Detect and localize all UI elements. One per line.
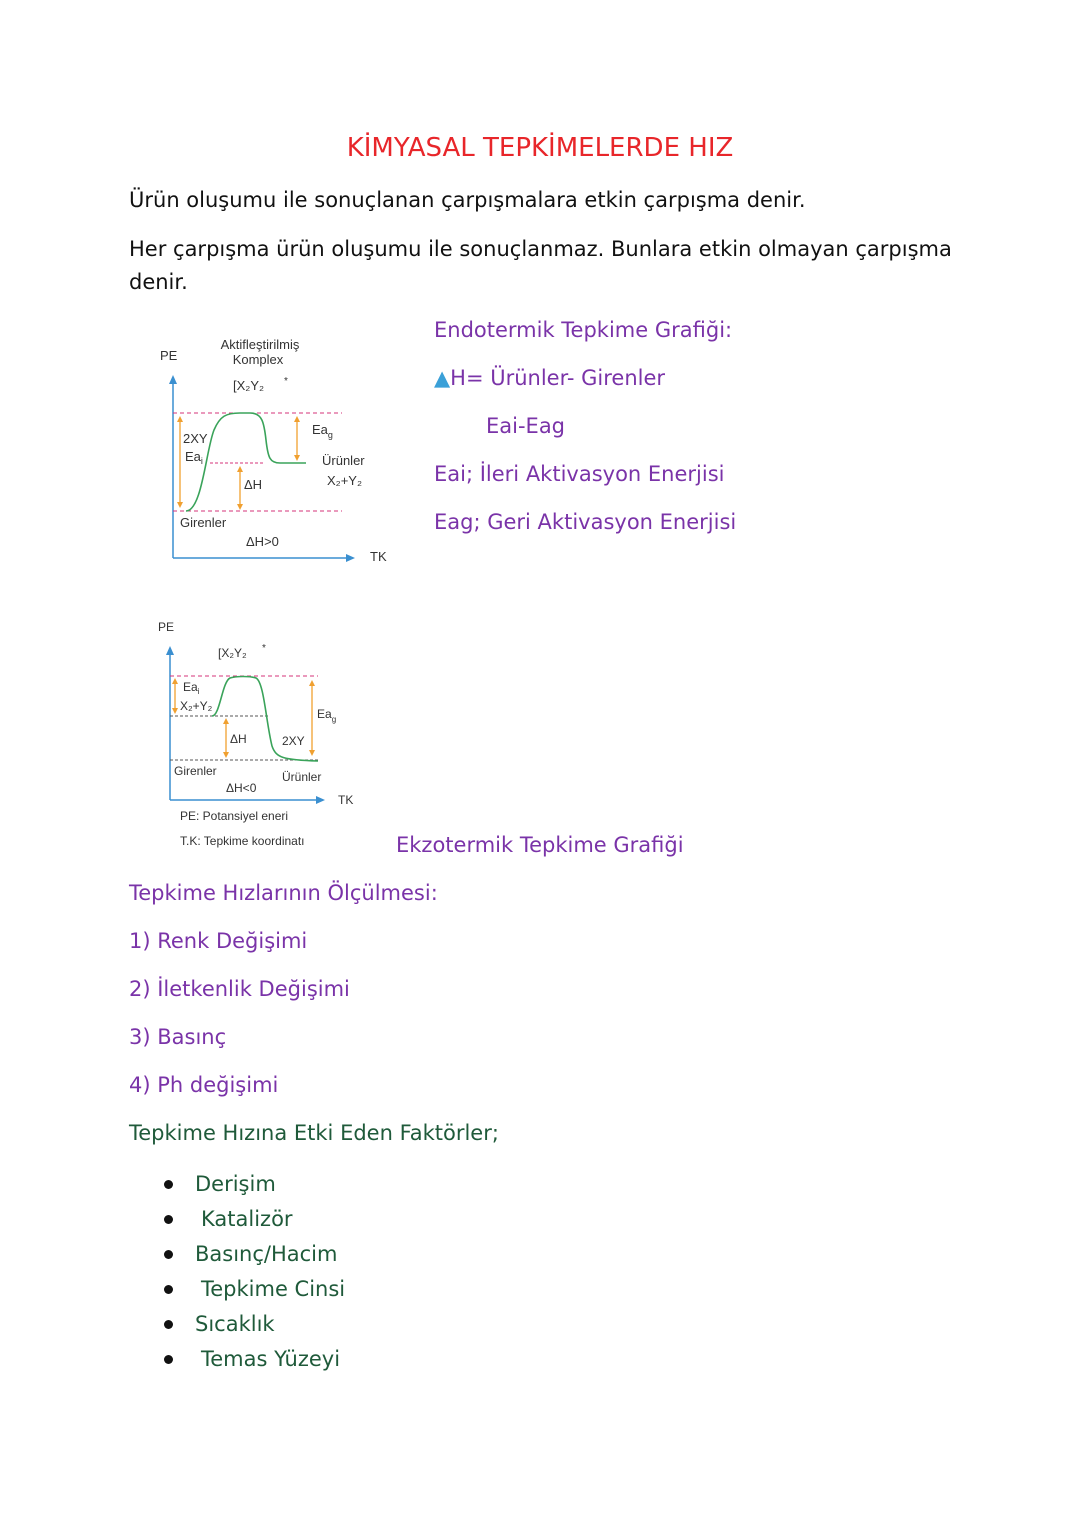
exothermic-caption: Ekzotermik Tepkime Grafiği xyxy=(396,833,684,857)
endothermic-heading: Endotermik Tepkime Grafiği: xyxy=(434,318,733,342)
delta-h-definition xyxy=(434,366,665,390)
arrow-up-icon xyxy=(223,718,229,724)
complex-label-2: Komplex xyxy=(232,352,284,367)
complex-star: * xyxy=(284,376,288,387)
ea-g-label: $Ea_g$ xyxy=(317,707,337,724)
reactant-formula: 2XY xyxy=(183,431,208,446)
page-title: KİMYASAL TEPKİMELERDE HIZ xyxy=(346,133,734,163)
complex-formula: [X₂Y₂ xyxy=(218,646,247,660)
arrow-up-icon xyxy=(177,416,183,422)
arrow-down-icon xyxy=(237,504,243,510)
arrow-down-icon xyxy=(172,708,178,714)
y-axis-label: PE xyxy=(158,620,175,634)
delta-h-label: ΔH xyxy=(244,477,263,492)
ea-g-label: $Ea_g$ xyxy=(312,422,333,440)
girenler-label: Girenler xyxy=(174,764,217,778)
reactant-formula: X₂+Y₂ xyxy=(180,699,213,713)
bullet-icon xyxy=(164,1320,173,1329)
measurement-item: 4) Ph değişimi xyxy=(129,1073,279,1097)
measurement-item: 3) Basınç xyxy=(129,1025,227,1049)
legend-tk: T.K: Tepkime koordinatı xyxy=(180,834,305,848)
x-axis-arrow-icon xyxy=(316,796,325,804)
ea-i-label: $Ea_i$ xyxy=(185,449,203,466)
x-axis-arrow-icon xyxy=(346,554,355,562)
product-formula: 2XY xyxy=(282,734,305,748)
delta-h-sign: ΔH>0 xyxy=(246,534,279,549)
delta-h-label: ΔH xyxy=(230,732,247,746)
arrow-down-icon xyxy=(177,502,183,508)
arrow-up-icon xyxy=(172,678,178,684)
factors-heading: Tepkime Hızına Etki Eden Faktörler; xyxy=(129,1121,499,1145)
endothermic-diagram xyxy=(140,330,410,570)
bullet-icon xyxy=(164,1180,173,1189)
ea-i-label: $Ea_i$ xyxy=(183,680,200,696)
arrow-up-icon xyxy=(237,466,243,472)
eag-definition: Eag; Geri Aktivasyon Enerjisi xyxy=(434,510,737,534)
reaction-curve xyxy=(212,677,318,762)
urunler-label: Ürünler xyxy=(322,453,365,468)
y-axis-label: PE xyxy=(160,348,178,363)
urunler-label: Ürünler xyxy=(282,770,322,784)
y-axis-arrow-icon xyxy=(166,646,174,655)
bullet-icon xyxy=(164,1355,173,1364)
girenler-label: Girenler xyxy=(180,515,227,530)
product-formula: X₂+Y₂ xyxy=(327,473,363,488)
complex-formula: [X₂Y₂ xyxy=(233,378,265,393)
measurement-item: 1) Renk Değişimi xyxy=(129,929,308,953)
x-axis-label: TK xyxy=(338,793,354,807)
formula-eai-eag: Eai-Eag xyxy=(486,414,566,438)
bullet-icon xyxy=(164,1285,173,1294)
measurement-heading: Tepkime Hızlarının Ölçülmesi: xyxy=(129,881,438,905)
measurement-item: 2) İletkenlik Değişimi xyxy=(129,977,350,1001)
arrow-up-icon xyxy=(309,680,315,686)
arrow-down-icon xyxy=(309,750,315,756)
y-axis-arrow-icon xyxy=(169,375,177,384)
intro-line-1: Ürün oluşumu ile sonuçlanan çarpışmalara etkin çarpışma denir. xyxy=(129,188,806,212)
delta-h-text: H= Ürünler- Girenler xyxy=(450,366,666,390)
arrow-down-icon xyxy=(223,752,229,758)
arrow-up-icon xyxy=(294,416,300,422)
eai-definition: Eai; İleri Aktivasyon Enerjisi xyxy=(434,462,725,486)
complex-star: * xyxy=(262,643,266,654)
x-axis-label: TK xyxy=(370,549,387,564)
bullet-icon xyxy=(164,1215,173,1224)
legend-pe: PE: Potansiyel eneri xyxy=(180,809,289,823)
exothermic-diagram xyxy=(150,612,380,852)
intro-line-2-cont: denir. xyxy=(129,270,188,294)
reaction-curve xyxy=(186,413,306,511)
complex-label-1: Aktifleştirilmiş xyxy=(220,337,300,352)
intro-line-2: Her çarpışma ürün oluşumu ile sonuçlanmaz. Bunlara etkin olmayan çarpışma xyxy=(129,237,952,261)
bullet-icon xyxy=(164,1250,173,1259)
arrow-down-icon xyxy=(294,455,300,461)
triangle-icon: ▲ xyxy=(434,366,451,390)
delta-h-sign: ΔH<0 xyxy=(226,781,257,795)
